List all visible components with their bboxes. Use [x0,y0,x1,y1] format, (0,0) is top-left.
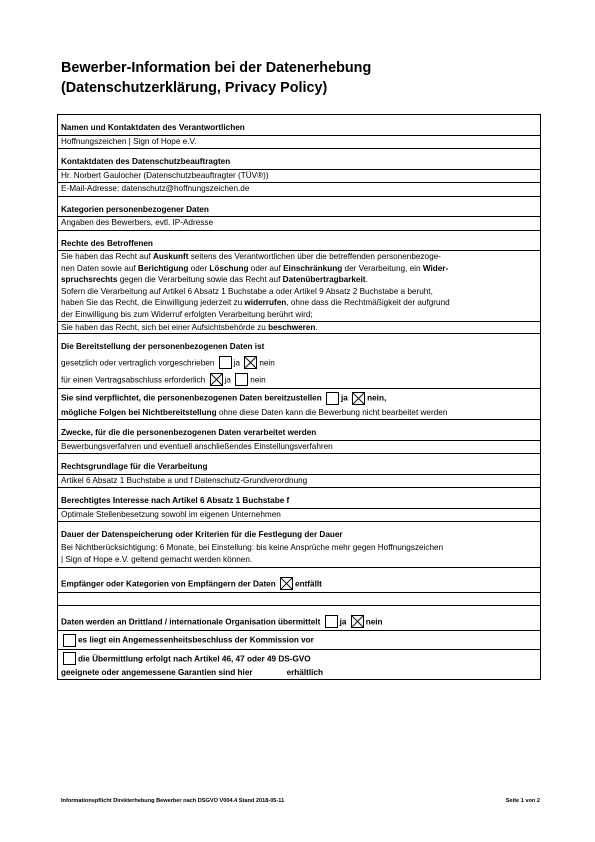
dpo-name: Hr. Norbert Gaulocher (Datenschutzbeauftragter (TÜV®)) [58,170,540,184]
purpose-heading: Zwecke, für die die personenbezogenen Daten verarbeitet werden [58,427,540,441]
categories-value: Angaben des Bewerbers, evtl. IP-Adresse [61,218,214,227]
categories-heading: Kategorien personenbezogener Daten [58,204,540,218]
rights-complaint: Sie haben das Recht, sich bei einer Aufsichtsbehörde zu beschweren. [61,322,318,332]
checkbox-legal-nein[interactable] [244,356,257,369]
storage-line-1: Bei Nichtberücksichtigung: 6 Monate, bei Einstellung: bis keine Ansprüche mehr gegen Hoffnungszeichen [61,542,444,552]
transfer-row: Daten werden an Drittland / internationale Organisation übermittelt ja nein [58,613,540,631]
section-dpo [58,149,540,197]
section-transfer [58,606,540,679]
page-footer [61,798,540,804]
responsible-value: Hoffnungszeichen | Sign of Hope e.V. [61,136,197,146]
rights-heading: Rechte des Betroffenen [58,238,540,252]
legal-value: Artikel 6 Absatz 1 Buchstabe a und f Datenschutz-Grundverordnung [61,475,308,485]
transfer-option-adequacy: es liegt ein Angemessenheitsbeschluss der Kommission vor [58,631,540,649]
storage-line-2: | Sign of Hope e.V. geltend gemacht werden können. [61,555,253,565]
checkbox-obligation-ja[interactable] [326,392,339,405]
footer-info: Informationspflicht Direkterhebung Bewerber nach DSGVO V004.4 Stand 2018-05-11 [61,798,285,804]
section-storage [58,522,540,568]
section-legal-basis [58,454,540,488]
checkbox-obligation-nein[interactable] [352,392,365,405]
recipients-row: Empfänger oder Kategorien von Empfängern der Daten entfällt [58,575,540,593]
dpo-email: E-Mail-Adresse: datenschutz@hoffnungszeichen.de [61,184,250,193]
provision-row-contract: für einen Vertragsabschluss erforderlich ja nein [58,371,540,389]
responsible-heading: Namen und Kontaktdaten des Verantwortlichen [58,122,540,136]
checkbox-adequacy[interactable] [63,634,76,647]
checkbox-contract-ja[interactable] [210,373,223,386]
transfer-option-guarantees: geeignete oder angemessene Garantien sind hier erhältlich [61,667,323,677]
section-interest [58,488,540,522]
document-title [61,58,371,98]
purpose-value: Bewerbungsverfahren und eventuell anschließendes Einstellungsverfahren [61,441,333,451]
provision-consequences: mögliche Folgen bei Nichtbereitstellung ohne diese Daten kann die Bewerbung nicht bearbeitet werden [61,407,448,417]
interest-heading: Berechtigtes Interesse nach Artikel 6 Absatz 1 Buchstabe f [58,495,540,509]
rights-text: Sie haben das Recht auf Auskunft seitens des Verantwortlichen über die betreffenden personenbezoge- nen Daten sowie auf Berichtigung oder Löschung oder auf Einschränkung der Verarbeitung, ein Wider- spruchsrechts gegen die Verarbeitung sowie das Recht auf Datenübertragbarkeit. Sofern die Verarbeitung auf Artikel 6 Absatz 1 Buchstabe a oder Artikel 9 Absatz 2 Buchstabe a beruht, haben Sie das Recht, die Einwilligung jederzeit zu widerrufen, ohne dass die Rechtmäßigkeit der aufgrund der Einwilligung bis zum Widerruf erfolgten Verarbeitung berührt wird; [58,251,540,322]
legal-heading: Rechtsgrundlage für die Verarbeitung [58,461,540,475]
section-purpose [58,420,540,454]
checkbox-contract-nein[interactable] [235,373,248,386]
page-number: Seite 1 von 2 [505,798,540,804]
transfer-option-article: die Übermittlung erfolgt nach Artikel 46, 47 oder 49 DS-GVO [58,650,540,667]
title-line-1: Bewerber-Information bei der Datenerhebung [61,60,372,76]
checkbox-transfer-ja[interactable] [325,615,338,628]
title-line-2: (Datenschutzerklärung, Privacy Policy) [61,80,328,96]
section-rights [58,231,540,335]
checkbox-transfer-nein[interactable] [351,615,364,628]
section-provision [58,334,540,420]
section-categories [58,197,540,231]
provision-heading: Die Bereitstellung der personenbezogenen Daten ist [61,342,265,352]
privacy-form [57,114,541,680]
section-recipients [58,568,540,606]
interest-value: Optimale Stellenbesetzung sowohl im eigenen Unternehmen [61,509,281,519]
dpo-heading: Kontaktdaten des Datenschutzbeauftragten [58,156,540,170]
provision-row-legal: gesetzlich oder vertraglich vorgeschrieben ja nein [61,357,275,367]
storage-heading: Dauer der Datenspeicherung oder Kriterien für die Festlegung der Dauer [61,530,343,540]
section-responsible [58,115,540,149]
checkbox-recipients-none[interactable] [280,577,293,590]
checkbox-legal-ja[interactable] [219,356,232,369]
provision-row-obligation: Sie sind verpflichtet, die personenbezogenen Daten bereitzustellen ja nein, [61,393,387,403]
checkbox-article-46[interactable] [63,652,76,665]
